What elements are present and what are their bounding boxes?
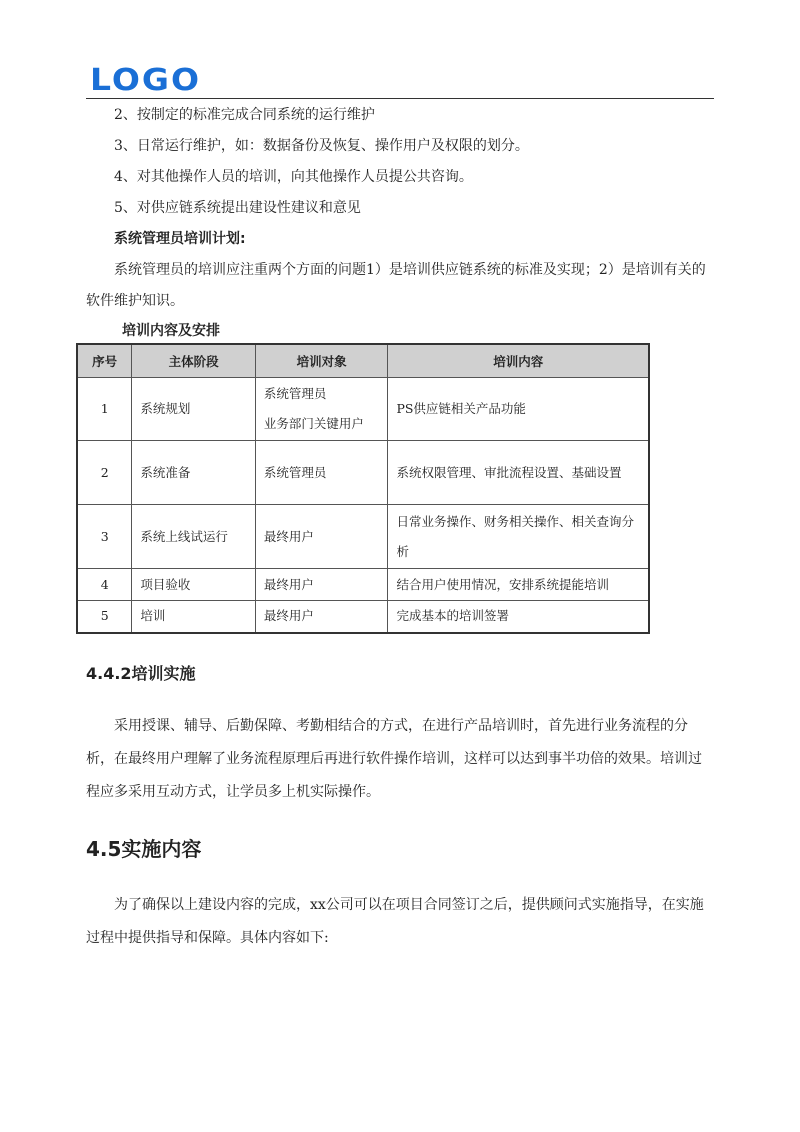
header-divider [86,98,714,99]
row-num: 1 [77,378,132,441]
row-target: 最终用户 [255,505,388,569]
section-4-4-2-paragraph: 采用授课、辅导、后勤保障、考勤相结合的方式，在进行产品培训时，首先进行业务流程的分析，在最终用户理解了业务流程原理后再进行软件操作培训，这样可以达到事半功倍的效果。培训过程应多采用互动方式，让学员多上机实际操作。 [86,717,702,800]
header-num: 序号 [77,344,132,378]
row-stage: 系统规划 [132,378,256,441]
section-4-4-2-title: 4.4.2培训实施 [86,663,196,683]
row-content: 完成基本的培训签署 [388,601,649,633]
row-content: PS供应链相关产品功能 [388,378,649,441]
logo: LOGO [90,61,202,98]
row-target-line: 系统管理员 [263,386,327,401]
list-item-5: 5、对供应链系统提出建设性建议和意见 [114,200,361,216]
table-row [77,601,649,633]
row-num: 2 [77,441,132,505]
row-content: 日常业务操作、财务相关操作、相关查询分析 [388,505,649,569]
row-target-line: 业务部门关键用户 [263,416,364,431]
row-target: 系统管理员 [255,441,388,505]
table-row [77,378,649,441]
list-item-3: 3、日常运行维护，如：数据备份及恢复、操作用户及权限的划分。 [114,138,529,154]
row-target [255,378,388,441]
list-item-2: 2、按制定的标准完成合同系统的运行维护 [114,107,375,123]
row-stage: 系统上线试运行 [132,505,256,569]
table-header-row [77,344,649,378]
document-body [86,100,714,955]
training-schedule-table [76,343,650,634]
training-plan-heading: 系统管理员培训计划: [114,231,246,247]
row-stage: 培训 [132,601,256,633]
row-stage: 项目验收 [132,569,256,601]
training-plan-paragraph: 系统管理员的培训应注重两个方面的问题1）是培训供应链系统的标准及实现；2）是培训有关的软件维护知识。 [86,262,706,309]
row-target: 最终用户 [255,569,388,601]
row-num: 4 [77,569,132,601]
row-stage: 系统准备 [132,441,256,505]
row-num: 3 [77,505,132,569]
row-num: 5 [77,601,132,633]
header-stage: 主体阶段 [132,344,256,378]
section-4-5-title: 4.5实施内容 [86,836,202,861]
list-item-4: 4、对其他操作人员的培训，向其他操作人员提公共咨询。 [114,169,473,185]
table-row [77,569,649,601]
table-row [77,441,649,505]
section-4-5-paragraph: 为了确保以上建设内容的完成，xx公司可以在项目合同签订之后，提供顾问式实施指导，在实施过程中提供指导和保障。具体内容如下: [86,896,704,946]
header-target: 培训对象 [255,344,388,378]
row-target: 最终用户 [255,601,388,633]
table-row [77,505,649,569]
table-title: 培训内容及安排 [122,323,220,339]
row-content: 结合用户使用情况，安排系统提能培训 [388,569,649,601]
row-content: 系统权限管理、审批流程设置、基础设置 [388,441,649,505]
header-content: 培训内容 [388,344,649,378]
